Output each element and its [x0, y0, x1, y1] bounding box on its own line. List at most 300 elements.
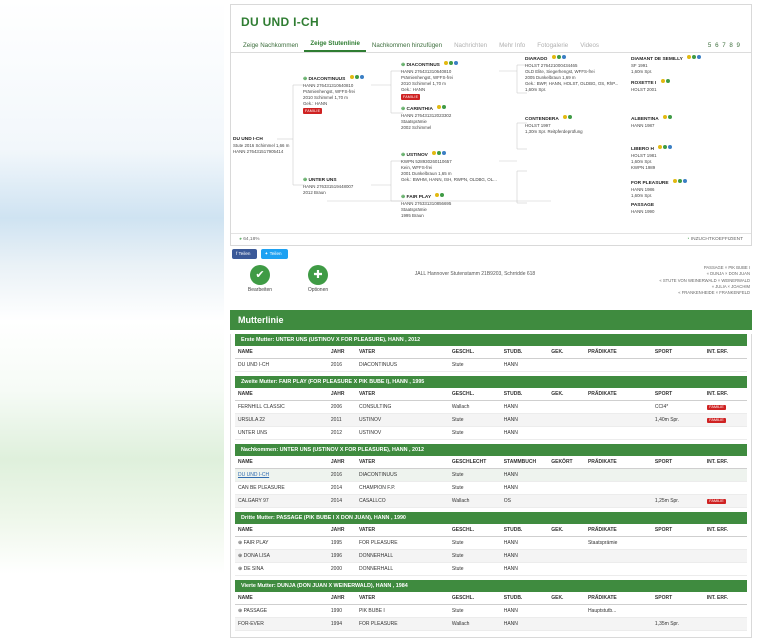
- gen4-3-name: LIBERO H: [631, 147, 654, 152]
- cell-int-erf: [704, 482, 747, 495]
- cell-vater: CONSULTING: [356, 401, 449, 414]
- col-praedikate: PRÄDIKATE: [585, 592, 652, 605]
- cell-vater: PIK BUBE I: [356, 605, 449, 618]
- col-int-erf: INT. ERF.: [704, 524, 747, 537]
- col-gekoert: GEKÖRT: [548, 456, 585, 469]
- rating-dots: [443, 61, 458, 68]
- cell-stammbuch: OS: [501, 495, 549, 508]
- cell-int-erf: [704, 550, 747, 563]
- gen3-0-line-5: 1,60m Spr.: [525, 87, 547, 93]
- sire-line-1: HANN 276431310640810: [303, 83, 354, 89]
- col-studb: STUDB.: [501, 524, 549, 537]
- cell-sport: [652, 550, 704, 563]
- cell-name: ⊕ DE SINA: [235, 563, 328, 576]
- section-title-vierte-mutter: Vierte Mutter: DUNJA (DON JUAN X WEINERWALD), HANN , 1984: [235, 580, 747, 592]
- cell-gek: [548, 537, 585, 550]
- cell-int-erf: [704, 427, 747, 440]
- cell-int-erf: [704, 414, 747, 427]
- badge: FAMILIE: [707, 418, 727, 423]
- col-sport: SPORT: [652, 388, 704, 401]
- edit-button-label: Bearbeiten: [247, 287, 273, 293]
- facebook-share-label: Teilen: [238, 251, 251, 256]
- cell-geschl: Stute: [449, 427, 501, 440]
- pedigree-node-gen4-5[interactable]: [631, 179, 727, 199]
- col-name: NAME: [235, 456, 328, 469]
- col-vater: VATER: [356, 524, 449, 537]
- cell-name: CALGARY 97: [235, 495, 328, 508]
- note-3: « JULIA × JOACHIM: [711, 283, 750, 289]
- cell-gek: [548, 563, 585, 576]
- gen4-0-name: DIAMANT DE SEMILLY: [631, 57, 683, 62]
- node-bullet-icon: ⊕: [401, 194, 406, 200]
- dam-name: UNTER UNS: [308, 178, 337, 183]
- node-bullet-icon: ⊕: [401, 106, 406, 112]
- page-background-left: [0, 0, 224, 574]
- cell-praedikate: [585, 414, 652, 427]
- gen4-3-line-1: HOLST 1981: [631, 153, 657, 159]
- gen2-0-badge: FAMILIE: [403, 94, 419, 99]
- cell-sport: 1,25m Spr.: [652, 495, 704, 508]
- sire-line-3: 2010 Schimmel 1,70 m: [303, 95, 348, 101]
- table-zweite-mutter: [235, 388, 747, 440]
- facebook-icon: f: [236, 251, 238, 256]
- cell-sport: [652, 482, 704, 495]
- cell-geschlecht: Stute: [449, 469, 501, 482]
- tab-videos[interactable]: Videos: [580, 42, 600, 49]
- cell-name: UNTER UNS: [235, 427, 328, 440]
- cell-int-erf: [704, 618, 747, 631]
- cell-studb: HANN: [501, 618, 549, 631]
- col-jahr: JAHR: [328, 388, 356, 401]
- cell-int-erf: [704, 605, 747, 618]
- gen3-0-line-2: OLD Elite, Siegerhengst, WFFS-frei: [525, 69, 595, 75]
- cell-name: CAN BE PLEASURE: [235, 482, 328, 495]
- sire-badge: FAMILIE: [305, 108, 321, 113]
- gen3-1-name: CONTENDERA: [525, 117, 559, 122]
- inbreeding-label-text: INZUCHTKOEFFIZIENT: [690, 237, 743, 242]
- cell-praedikate: [585, 401, 652, 414]
- col-jahr: JAHR: [328, 592, 356, 605]
- gen4-0-line-2: 1,60m Spr.: [631, 69, 653, 75]
- cell-jahr: 2014: [328, 482, 356, 495]
- plus-icon: ✚: [308, 265, 328, 285]
- col-geschl: GESCHL.: [449, 346, 501, 359]
- cell-stammbuch: HANN: [501, 469, 549, 482]
- tab-mehr-info[interactable]: Mehr Info: [499, 42, 526, 49]
- cell-name: DU UND I-CH: [235, 359, 328, 372]
- gen3-0-line-1: HOLST 276421000434465: [525, 63, 578, 69]
- cell-praedikate: [585, 482, 652, 495]
- col-gek: GEK.: [548, 524, 585, 537]
- cell-praedikate: [585, 563, 652, 576]
- pie-icon-2: ◔: [686, 237, 690, 242]
- gen2-0-line-2: Prämienhengst, WFFS-frei: [401, 75, 453, 81]
- cell-studb: HANN: [501, 427, 549, 440]
- gen2-0-name: DIACONTINUS: [406, 63, 440, 68]
- cell-int-erf: [704, 563, 747, 576]
- dam-line-2: 2012 Braun: [303, 190, 326, 196]
- cell-name: URSULA 22: [235, 414, 328, 427]
- subject-line-1: Stute 2016 Schimmel 1,66 m: [233, 143, 290, 149]
- table-row[interactable]: [235, 401, 747, 414]
- page-title-bar: [231, 5, 751, 37]
- gen2-1-line-3: 2002 Schimmel: [401, 125, 432, 131]
- section-title-nachkommen: Nachkommen: UNTER UNS (USTINOV X FOR PLEASURE), HANN , 2012: [235, 444, 747, 456]
- pedigree-node-gen2-2[interactable]: [401, 151, 497, 183]
- cell-vater: CASALLCO: [356, 495, 449, 508]
- col-gek: GEK.: [548, 592, 585, 605]
- table-header-row: [235, 346, 747, 359]
- note-0: PASSAGE × PIK BUBE I: [703, 265, 750, 270]
- inbreeding-label: [687, 237, 743, 242]
- rating-dots: [657, 145, 672, 152]
- cell-jahr: 1995: [328, 537, 356, 550]
- gen2-2-name: USTINOV: [406, 153, 428, 158]
- table-header-row: [235, 388, 747, 401]
- table-row[interactable]: [235, 427, 747, 440]
- table-row[interactable]: [235, 359, 747, 372]
- table-row[interactable]: [235, 495, 747, 508]
- cell-studb: HANN: [501, 563, 549, 576]
- gen3-3-name: PASSAGE: [631, 203, 655, 208]
- cell-gek: [548, 401, 585, 414]
- col-vater: VATER: [356, 346, 449, 359]
- gen3-0-line-4: Gek.: BWP, HANN, HOLST, OLDBG, OS, RhP...: [525, 81, 619, 87]
- col-stammbuch: STAMMBUCH: [501, 456, 549, 469]
- cell-name: ⊕ FAIR PLAY: [235, 537, 328, 550]
- node-bullet-icon: ⊕: [303, 76, 308, 82]
- rating-dots: [562, 115, 572, 122]
- gen4-0-line-1: SF 1991: [631, 63, 648, 69]
- cell-int-erf: [704, 537, 747, 550]
- cell-sport: [652, 563, 704, 576]
- cell-jahr: 2014: [328, 495, 356, 508]
- table-row[interactable]: [235, 605, 747, 618]
- studbook-text: JALL Hannover Stutenstamm 21B9203, Schrridde 618: [414, 271, 536, 277]
- tab-zeige-nachkommen[interactable]: Zeige Nachkommen: [243, 42, 299, 49]
- cell-sport: [652, 359, 704, 372]
- actions-row: [224, 261, 758, 304]
- col-praedikate: PRÄDIKATE: [585, 388, 652, 401]
- cell-jahr: 1996: [328, 550, 356, 563]
- gen4-5-line-1: HANN 1986: [631, 187, 655, 193]
- pedigree-node-sire[interactable]: [303, 75, 371, 114]
- node-bullet-icon: ⊕: [303, 177, 308, 183]
- pedigree-node-subject[interactable]: [233, 137, 295, 155]
- cell-sport: [652, 469, 704, 482]
- badge: FAMILIE: [707, 405, 727, 410]
- cell-jahr: 1990: [328, 605, 356, 618]
- gen4-5-name: FOR PLEASURE: [631, 181, 669, 186]
- col-sport: SPORT: [652, 456, 704, 469]
- cell-vater: USTINOV: [356, 427, 449, 440]
- cell-studb: HANN: [501, 605, 549, 618]
- table-header-row: [235, 524, 747, 537]
- pedigree-footer: [231, 233, 751, 245]
- cell-praedikate: Hauptstutb...: [585, 605, 652, 618]
- badge: FAMILIE: [707, 499, 727, 504]
- col-vater: VATER: [356, 456, 449, 469]
- col-studb: STUDB.: [501, 346, 549, 359]
- dam-line-1: HANN 276331519448007: [303, 184, 354, 190]
- cell-geschl: Stute: [449, 563, 501, 576]
- cell-geschlecht: Wallach: [449, 495, 501, 508]
- cell-int-erf: [704, 359, 747, 372]
- rating-dots: [660, 79, 670, 86]
- table-row[interactable]: [235, 563, 747, 576]
- col-geschl: GESCHL.: [449, 592, 501, 605]
- cell-gek: [548, 550, 585, 563]
- cell-praedikate: [585, 495, 652, 508]
- cell-jahr: 2016: [328, 469, 356, 482]
- col-name: NAME: [235, 592, 328, 605]
- table-header-row: [235, 456, 747, 469]
- cell-int-erf: [704, 495, 747, 508]
- cell-jahr: 2016: [328, 359, 356, 372]
- cell-name: [235, 469, 328, 482]
- col-sport: SPORT: [652, 592, 704, 605]
- rating-dots: [434, 193, 444, 200]
- check-icon: ✔: [250, 265, 270, 285]
- cell-gekoert: [548, 482, 585, 495]
- table-row[interactable]: [235, 414, 747, 427]
- note-4: « FRANKENHEIDE × FRANKENFELD: [678, 290, 750, 296]
- gen4-2-line-1: HANN 1987: [631, 123, 655, 129]
- twitter-share-label: Teilen: [269, 251, 282, 256]
- cell-jahr: 2012: [328, 427, 356, 440]
- gen3-0-line-3: 2005 Dunkelbraun 1,69 m: [525, 75, 576, 81]
- twitter-share-button[interactable]: [261, 249, 288, 259]
- col-name: NAME: [235, 346, 328, 359]
- sire-line-2: Prämienhengst, WFFS-frei: [303, 89, 355, 95]
- tab-nachkommen-hinzufuegen[interactable]: Nachkommen hinzufügen: [371, 42, 443, 49]
- tab-fotogalerie[interactable]: Fotogalerie: [537, 42, 569, 49]
- table-row[interactable]: [235, 550, 747, 563]
- table-header-row: [235, 592, 747, 605]
- cell-praedikate: [585, 359, 652, 372]
- cell-geschl: Stute: [449, 550, 501, 563]
- cell-jahr: 2011: [328, 414, 356, 427]
- cell-geschl: Stute: [449, 414, 501, 427]
- table-row[interactable]: [235, 469, 747, 482]
- pedigree-node-gen3-3[interactable]: [631, 203, 727, 215]
- table-erste-mutter: [235, 346, 747, 372]
- node-bullet-icon: ⊕: [401, 62, 406, 68]
- cell-studb: HANN: [501, 359, 549, 372]
- gen2-0-line-4: Gek.: HANN: [401, 87, 426, 93]
- note-1: « DUNJA × DON JUAN: [706, 271, 750, 277]
- cell-praedikate: [585, 550, 652, 563]
- rating-dots: [672, 179, 687, 186]
- cell-geschlecht: Stute: [449, 482, 501, 495]
- cell-studb: HANN: [501, 550, 549, 563]
- action-buttons: [232, 265, 340, 296]
- tab-zeige-stutenlinie[interactable]: Zeige Stutenlinie: [304, 37, 366, 52]
- table-row[interactable]: [235, 482, 747, 495]
- gen3-3-line-1: HANN 1990: [631, 209, 655, 215]
- cell-sport: [652, 537, 704, 550]
- cell-name: ⊕ PASSAGE: [235, 605, 328, 618]
- cell-vater: CHAMPION F.P.: [356, 482, 449, 495]
- rating-dots: [662, 115, 672, 122]
- cell-int-erf: [704, 401, 747, 414]
- cell-name: FOR-EVER: [235, 618, 328, 631]
- cell-name: ⊕ DONA LISA: [235, 550, 328, 563]
- cell-geschl: Wallach: [449, 401, 501, 414]
- gen2-2-line-3: 2001 Dunkelbraun 1,65 m: [401, 171, 452, 177]
- cell-gek: [548, 414, 585, 427]
- table-row[interactable]: [235, 618, 747, 631]
- pie-icon: ◕: [239, 237, 242, 242]
- cell-geschl: Stute: [449, 359, 501, 372]
- page-title: DU UND I-CH: [241, 15, 319, 29]
- cell-gek: [548, 427, 585, 440]
- cell-gekoert: [548, 469, 585, 482]
- gen3-1-line-1: HOLST 1997: [525, 123, 551, 129]
- rating-dots: [349, 75, 364, 82]
- cell-geschl: Wallach: [449, 618, 501, 631]
- gen2-1-line-1: HANN 276431312023302: [401, 113, 452, 119]
- col-name: NAME: [235, 388, 328, 401]
- rating-dots: [431, 151, 446, 158]
- cell-name: FERNHILL CLASSIC: [235, 401, 328, 414]
- share-row: [224, 246, 758, 261]
- col-studb: STUDB.: [501, 592, 549, 605]
- subject-name: DU UND I-CH: [233, 137, 263, 142]
- cell-sport: [652, 427, 704, 440]
- cell-vater: DIACONTINUUS: [356, 359, 449, 372]
- pedigree-node-gen4-1[interactable]: [631, 79, 727, 93]
- pedigree-node-gen3-0[interactable]: [525, 55, 621, 93]
- cell-gek: [548, 605, 585, 618]
- rating-dots: [551, 55, 566, 62]
- tab-nachrichten[interactable]: Nachrichten: [454, 42, 488, 49]
- cell-praedikate: Staatsprämie: [585, 537, 652, 550]
- cell-sport: 1,35m Spr.: [652, 618, 704, 631]
- gen2-0-line-3: 2010 Schimmel 1,70 m: [401, 81, 446, 87]
- col-geschl: GESCHL.: [449, 388, 501, 401]
- row-link[interactable]: DU UND I-CH: [238, 472, 270, 479]
- cell-sport: [652, 605, 704, 618]
- cell-studb: HANN: [501, 537, 549, 550]
- pedigree-node-gen4-0[interactable]: [631, 55, 727, 75]
- table-row[interactable]: [235, 537, 747, 550]
- pedigree-chart: [231, 53, 751, 233]
- page-background-right: [758, 0, 766, 574]
- twitter-icon: ✦: [264, 251, 269, 256]
- gen4-3-line-2: 1,60m Spr.: [631, 159, 653, 165]
- pedigree-node-gen3-1[interactable]: [525, 115, 621, 135]
- sire-line-4: Gek.: HANN: [303, 101, 328, 107]
- gen4-2-name: ALBENTINA: [631, 117, 659, 122]
- col-vater: VATER: [356, 388, 449, 401]
- note-2: « STUTE VON WEINERWALD × WEINERWALD: [659, 277, 750, 283]
- section-title-zweite-mutter: Zweite Mutter: FAIR PLAY (FOR PLEASURE X PIK BUBE I), HANN , 1995: [235, 376, 747, 388]
- gen4-5-line-2: 1,60m Spr.: [631, 193, 653, 199]
- gen2-2-line-1: KWPN 528930260110657: [401, 159, 452, 165]
- col-name: NAME: [235, 524, 328, 537]
- col-gek: GEK.: [548, 346, 585, 359]
- gen2-3-line-2: Staatsprämie: [401, 207, 427, 213]
- gen2-0-line-1: HANN 276431310640810: [401, 69, 452, 75]
- cell-praedikate: [585, 469, 652, 482]
- col-studb: STUDB.: [501, 388, 549, 401]
- gen3-1-line-2: 1,30m Spr. Reitpferdeprüfung: [525, 129, 583, 135]
- col-int-erf: INT. ERF.: [704, 456, 747, 469]
- col-jahr: JAHR: [328, 456, 356, 469]
- gen2-3-name: FAIR PLAY: [406, 195, 432, 200]
- col-int-erf: INT. ERF.: [704, 592, 747, 605]
- options-button-label: Optionen: [307, 287, 329, 293]
- cell-vater: DIACONTINUUS: [356, 469, 449, 482]
- gen3-0-name: DIARADO: [525, 57, 548, 62]
- gen2-3-line-3: 1995 Braun: [401, 213, 424, 219]
- pedigree-node-gen2-1[interactable]: [401, 105, 483, 131]
- pedigree-node-dam[interactable]: [303, 177, 371, 196]
- col-geschl: GESCHL.: [449, 524, 501, 537]
- col-int-erf: INT. ERF.: [704, 346, 747, 359]
- col-jahr: JAHR: [328, 346, 356, 359]
- col-praedikate: PRÄDIKATE: [585, 524, 652, 537]
- cell-gekoert: [548, 495, 585, 508]
- pedigree-node-gen4-2[interactable]: [631, 115, 727, 129]
- col-geschlecht: GESCHLECHT: [449, 456, 501, 469]
- cell-sport: CCI4*: [652, 401, 704, 414]
- edit-button[interactable]: [238, 265, 282, 296]
- rating-dots: [436, 105, 446, 112]
- cell-vater: DONNERHALL: [356, 550, 449, 563]
- cell-praedikate: [585, 427, 652, 440]
- pedigree-node-gen4-4[interactable]: [631, 165, 727, 171]
- options-button[interactable]: [296, 265, 340, 296]
- cell-geschl: Stute: [449, 605, 501, 618]
- col-gek: GEK.: [548, 388, 585, 401]
- gen2-3-line-1: HANN 276331310856695: [401, 201, 452, 207]
- col-praedikate: PRÄDIKATE: [585, 346, 652, 359]
- pedigree-node-gen4-3[interactable]: [631, 145, 727, 165]
- subject-line-2: HANN 276431517905414: [233, 149, 284, 155]
- cell-studb: HANN: [501, 414, 549, 427]
- cell-jahr: 1994: [328, 618, 356, 631]
- table-vierte-mutter: [235, 592, 747, 631]
- horse-card: [230, 4, 752, 246]
- gen4-4-name: KWPN 1989: [631, 165, 656, 170]
- pagination[interactable]: 5 6 7 8 9: [707, 42, 741, 49]
- node-bullet-icon: ⊕: [401, 152, 406, 158]
- tab-bar[interactable]: [231, 37, 751, 53]
- gen2-1-line-2: Staatsprämie: [401, 119, 427, 125]
- section-title-dritte-mutter: Dritte Mutter: PASSAGE (PIK BUBE I X DON JUAN), HANN , 1990: [235, 512, 747, 524]
- gen2-1-name: CARINTHIA: [406, 107, 433, 112]
- col-praedikate: PRÄDIKATE: [585, 456, 652, 469]
- col-int-erf: INT. ERF.: [704, 388, 747, 401]
- col-jahr: JAHR: [328, 524, 356, 537]
- facebook-share-button[interactable]: [232, 249, 257, 259]
- gen4-1-line-1: HOLST 2001: [631, 87, 657, 93]
- cell-praedikate: [585, 618, 652, 631]
- cell-vater: FOR PLEASURE: [356, 537, 449, 550]
- pedigree-node-gen2-3[interactable]: [401, 193, 483, 219]
- rating-dots: [686, 55, 701, 62]
- cell-vater: USTINOV: [356, 414, 449, 427]
- gen4-1-name: ROXETTE I: [631, 81, 657, 86]
- cell-studb: HANN: [501, 401, 549, 414]
- pedigree-node-gen2-0[interactable]: [401, 61, 483, 100]
- cell-int-erf: [704, 469, 747, 482]
- maternal-line-notes: [610, 265, 750, 296]
- cell-gek: [548, 359, 585, 372]
- completeness-value: 64,18%: [243, 237, 260, 242]
